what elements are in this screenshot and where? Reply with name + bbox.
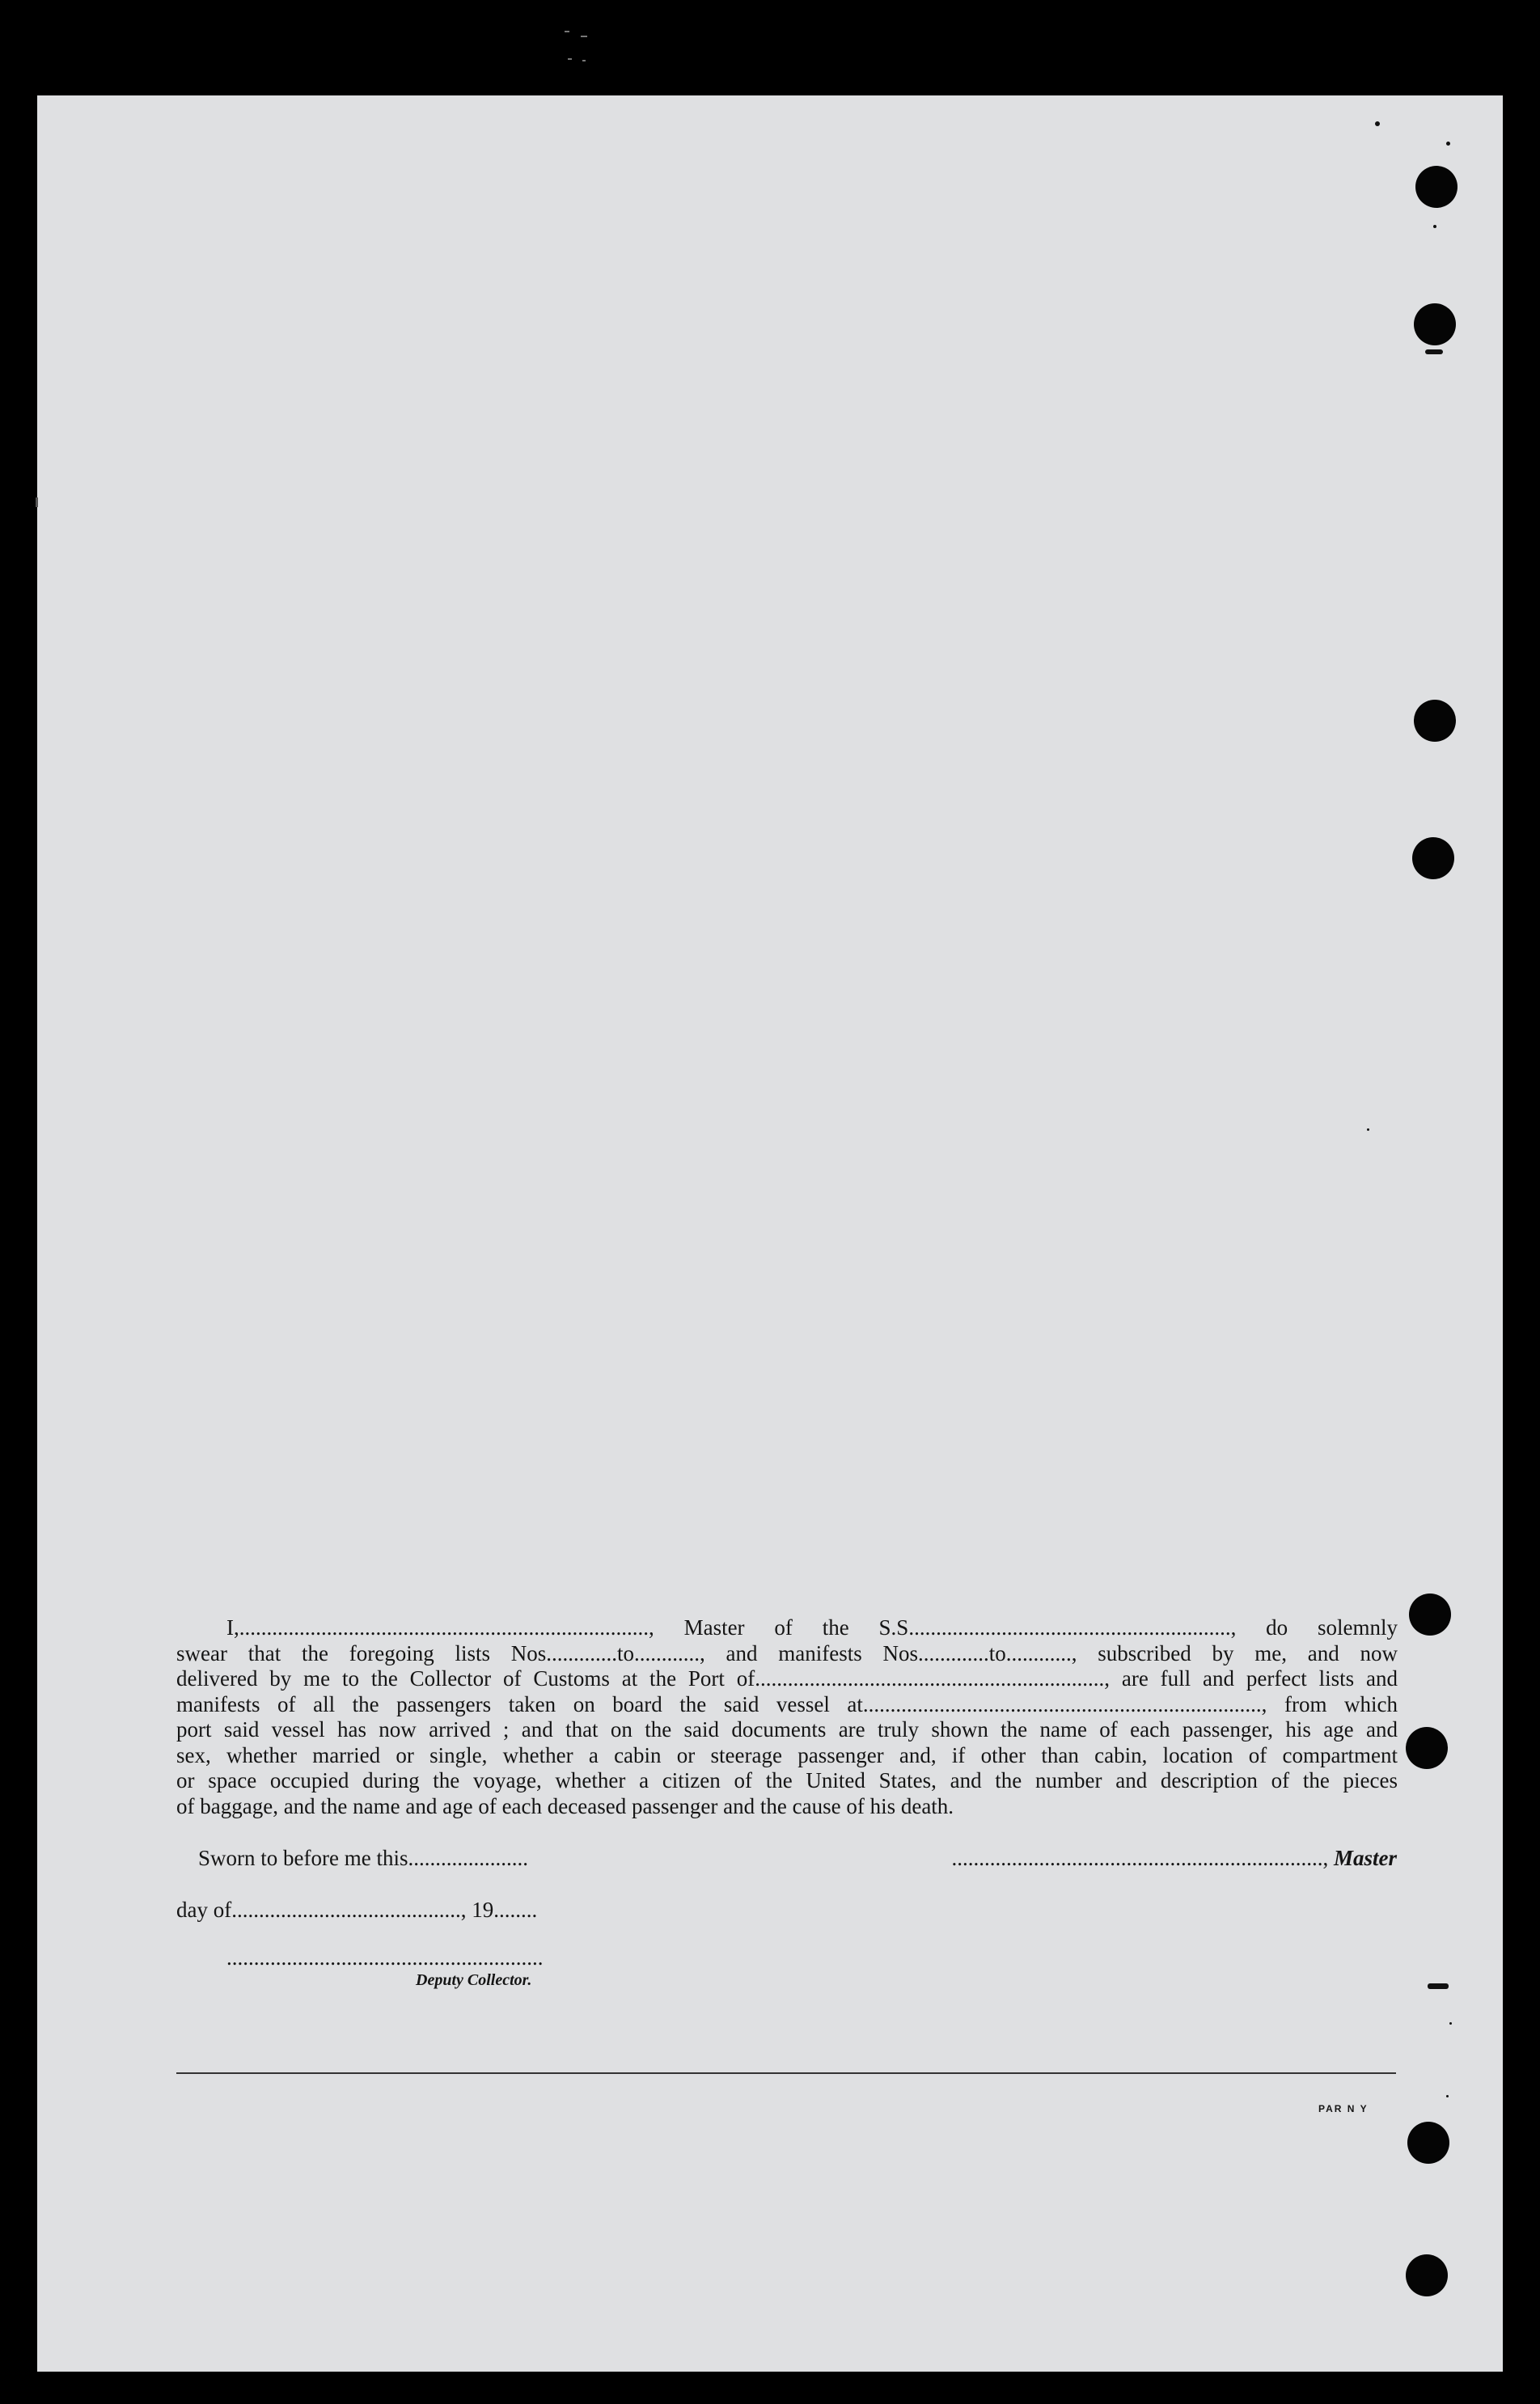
punch-hole: [1412, 837, 1454, 879]
scan-speck: [1433, 225, 1436, 228]
scan-speck: [1446, 142, 1450, 146]
punch-hole: [1409, 1593, 1451, 1636]
paper-edge-mark: [36, 497, 38, 507]
punch-hole: [1406, 2254, 1448, 2296]
oath-line: swear that the foregoing lists Nos.............to............, and manifests Nos.............to............, subscribed by me, and now: [176, 1640, 1398, 1665]
oath-line: I,..........................................................................., Master of the S.S..........................................................., do solemnly: [226, 1615, 1398, 1640]
deputy-signature-dots: ..........................................................: [226, 1945, 544, 1970]
scan-speck: [1367, 1128, 1369, 1131]
master-label: Master: [1333, 1846, 1397, 1870]
scan-speck: [1375, 121, 1380, 126]
oath-line: of baggage, and the name and age of each deceased passenger and the cause of his death.: [176, 1793, 954, 1818]
master-oath-paragraph: [176, 1615, 1398, 1819]
day-of-line: day of.........................................., 19........: [176, 1898, 538, 1922]
punch-hole: [1414, 700, 1456, 742]
master-signature-dots: ....................................................................,: [951, 1846, 1334, 1870]
deputy-collector-label: Deputy Collector.: [416, 1971, 532, 1989]
scan-speck: [1428, 1983, 1449, 1989]
oath-line: port said vessel has now arrived ; and that on the said documents are truly shown the name of each passenger, his age and: [176, 1717, 1398, 1742]
punch-hole: [1415, 166, 1458, 208]
oath-line: or space occupied during the voyage, whether a citizen of the United States, and the number and description of the pieces: [176, 1768, 1398, 1792]
scan-speck: [1449, 2022, 1452, 2025]
punch-hole: [1414, 303, 1456, 345]
punch-hole: [1406, 1727, 1448, 1769]
oath-line: manifests of all the passengers taken on board the said vessel at........................................................................., from which: [176, 1691, 1398, 1716]
printer-mark: PAR N Y: [1318, 2103, 1369, 2114]
master-signature-line: [902, 1846, 1397, 1871]
horizontal-rule: [176, 2072, 1396, 2074]
oath-line: sex, whether married or single, whether a cabin or steerage passenger and, if other than cabin, location of compartment: [176, 1742, 1398, 1767]
scan-edge-marks: [558, 24, 607, 65]
scan-speck: [1446, 2095, 1449, 2097]
punch-hole: [1407, 2122, 1449, 2164]
manifest-page: [37, 95, 1503, 2372]
scan-speck: [1425, 349, 1443, 354]
oath-line: delivered by me to the Collector of Customs at the Port of................................................................, are full and perfect lists and: [176, 1666, 1398, 1691]
sworn-before-line: Sworn to before me this......................: [198, 1846, 528, 1870]
